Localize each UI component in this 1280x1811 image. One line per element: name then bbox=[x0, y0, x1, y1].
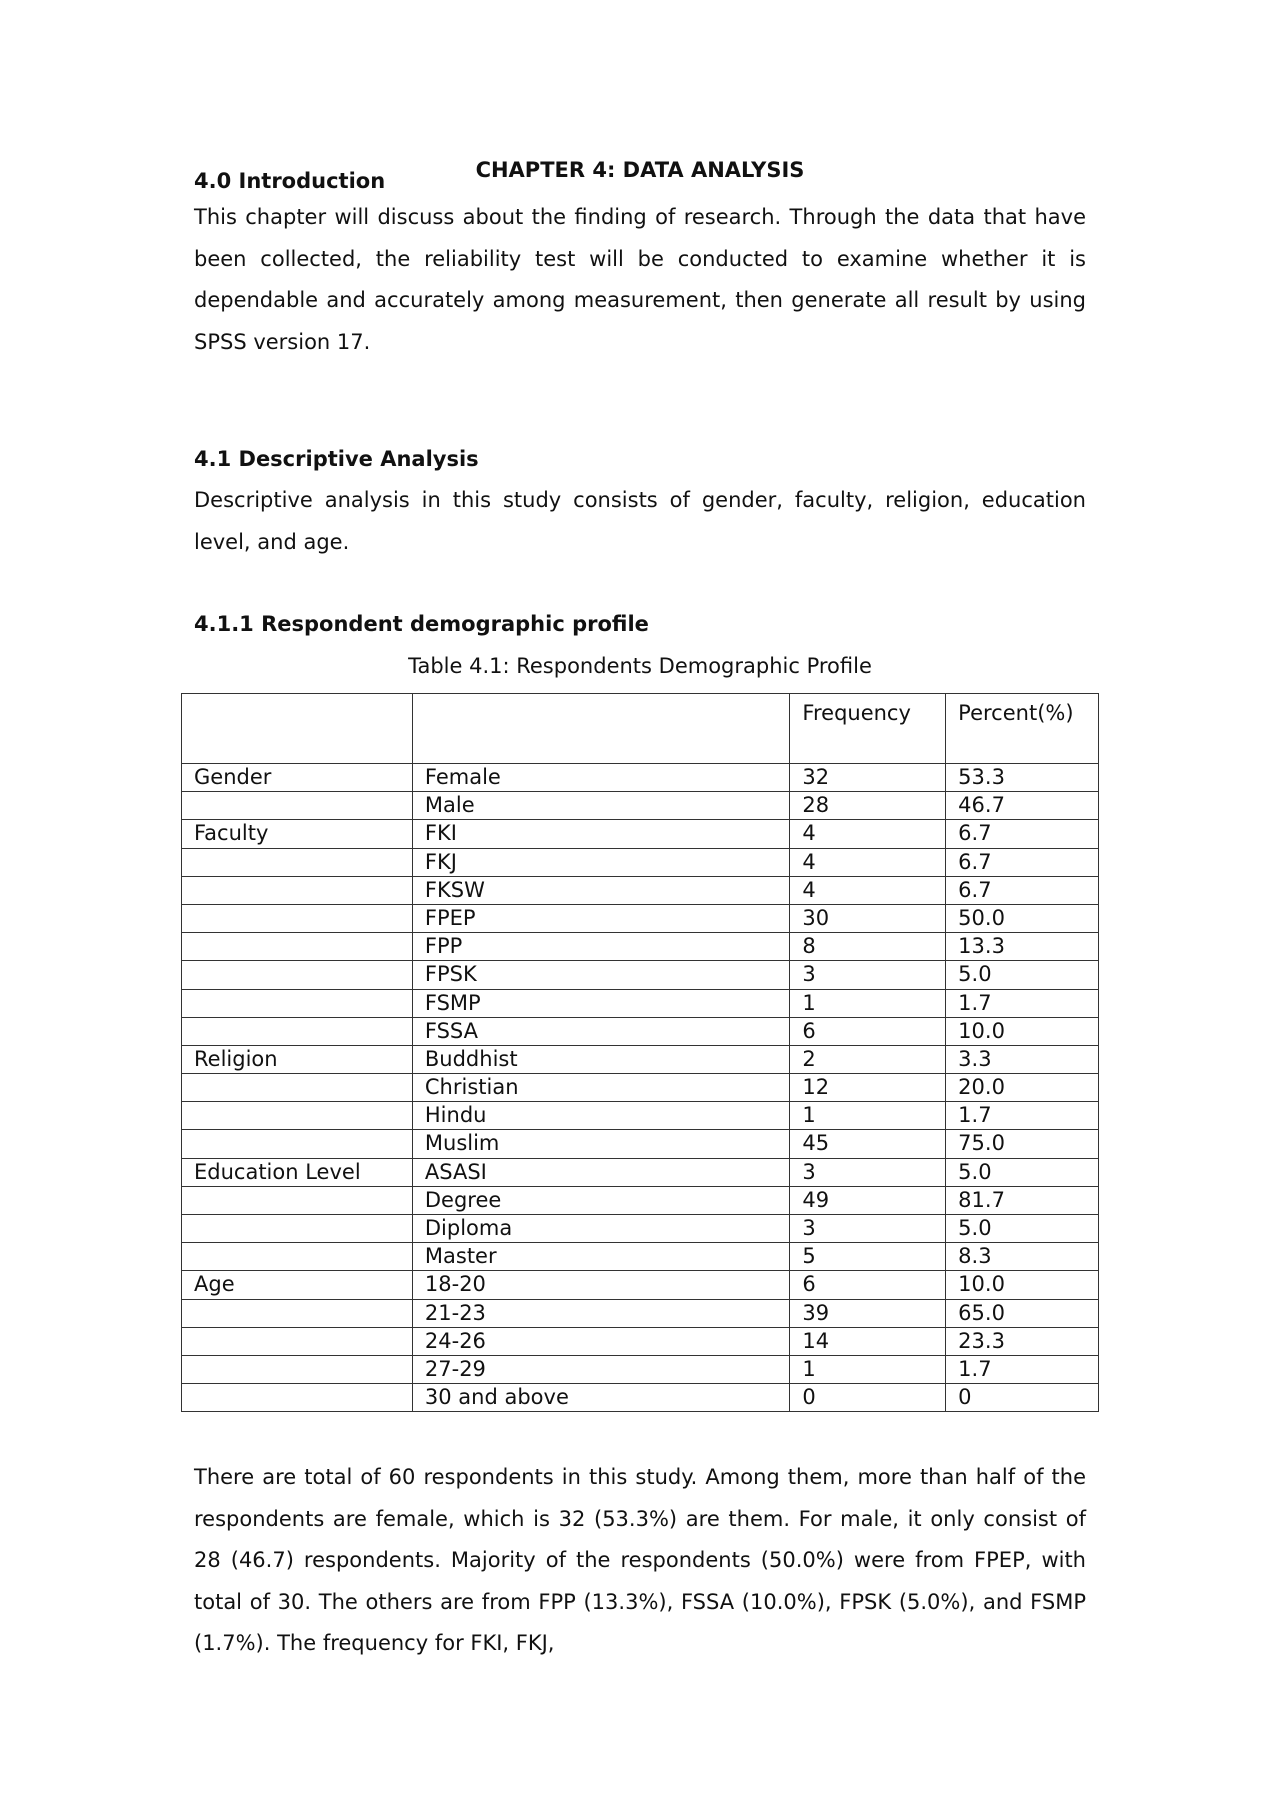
descriptive-paragraph: Descriptive analysis in this study consists of gender, faculty, religion, education level, and age. bbox=[194, 488, 1086, 554]
table-row bbox=[182, 904, 1099, 932]
cell-category: Religion bbox=[182, 1045, 413, 1073]
table-row bbox=[182, 1045, 1099, 1073]
cell-category: Gender bbox=[182, 764, 413, 792]
cell-frequency: 2 bbox=[790, 1045, 946, 1073]
table-row bbox=[182, 1186, 1099, 1214]
table-row bbox=[182, 1158, 1099, 1186]
cell-percent: 50.0 bbox=[946, 904, 1099, 932]
cell-percent: 65.0 bbox=[946, 1299, 1099, 1327]
summary-paragraph: There are total of 60 respondents in this study. Among them, more than half of the respondents are female, which is 32 (53.3%) are them. For male, it only consist of 28 (46.7) respondents. Majority of the respondents (50.0%) were from FPEP, with total of 30. The others are from FPP (13.3%), FSSA (10.0%), FPSK (5.0%), and FSMP (1.7%). The frequency for FKI, FKJ, bbox=[194, 1465, 1086, 1655]
cell-frequency: 4 bbox=[790, 820, 946, 848]
table-row bbox=[182, 1384, 1099, 1412]
cell-category bbox=[182, 1243, 413, 1271]
cell-category bbox=[182, 1130, 413, 1158]
cell-frequency: 0 bbox=[790, 1384, 946, 1412]
cell-percent: 23.3 bbox=[946, 1327, 1099, 1355]
header-frequency: Frequency bbox=[790, 694, 946, 764]
table-row bbox=[182, 876, 1099, 904]
cell-category bbox=[182, 1074, 413, 1102]
cell-frequency: 4 bbox=[790, 876, 946, 904]
cell-percent: 10.0 bbox=[946, 1017, 1099, 1045]
cell-item: Degree bbox=[412, 1186, 790, 1214]
cell-category: Education Level bbox=[182, 1158, 413, 1186]
cell-category bbox=[182, 1215, 413, 1243]
cell-percent: 75.0 bbox=[946, 1130, 1099, 1158]
cell-frequency: 14 bbox=[790, 1327, 946, 1355]
cell-frequency: 6 bbox=[790, 1271, 946, 1299]
cell-item: 18-20 bbox=[412, 1271, 790, 1299]
table-row bbox=[182, 820, 1099, 848]
cell-item: 21-23 bbox=[412, 1299, 790, 1327]
chapter-title: CHAPTER 4: DATA ANALYSIS bbox=[475, 158, 805, 182]
cell-item: FKJ bbox=[412, 848, 790, 876]
cell-frequency: 8 bbox=[790, 933, 946, 961]
cell-percent: 3.3 bbox=[946, 1045, 1099, 1073]
cell-frequency: 32 bbox=[790, 764, 946, 792]
cell-category bbox=[182, 1299, 413, 1327]
table-row bbox=[182, 1130, 1099, 1158]
cell-item: Female bbox=[412, 764, 790, 792]
table-row bbox=[182, 933, 1099, 961]
cell-category bbox=[182, 1384, 413, 1412]
cell-percent: 53.3 bbox=[946, 764, 1099, 792]
cell-item: 30 and above bbox=[412, 1384, 790, 1412]
table-row bbox=[182, 792, 1099, 820]
header-percent: Percent(%) bbox=[946, 694, 1099, 764]
cell-percent: 20.0 bbox=[946, 1074, 1099, 1102]
table-row bbox=[182, 989, 1099, 1017]
cell-item: 24-26 bbox=[412, 1327, 790, 1355]
cell-item: Buddhist bbox=[412, 1045, 790, 1073]
cell-category bbox=[182, 1102, 413, 1130]
cell-frequency: 49 bbox=[790, 1186, 946, 1214]
cell-item: Muslim bbox=[412, 1130, 790, 1158]
cell-frequency: 3 bbox=[790, 961, 946, 989]
cell-item: Christian bbox=[412, 1074, 790, 1102]
cell-frequency: 39 bbox=[790, 1299, 946, 1327]
cell-category bbox=[182, 1327, 413, 1355]
cell-category bbox=[182, 989, 413, 1017]
cell-frequency: 5 bbox=[790, 1243, 946, 1271]
cell-percent: 6.7 bbox=[946, 820, 1099, 848]
cell-item: ASASI bbox=[412, 1158, 790, 1186]
cell-item: FKI bbox=[412, 820, 790, 848]
table-row bbox=[182, 1355, 1099, 1383]
cell-percent: 5.0 bbox=[946, 1215, 1099, 1243]
cell-frequency: 3 bbox=[790, 1215, 946, 1243]
cell-frequency: 1 bbox=[790, 1355, 946, 1383]
table-caption: Table 4.1: Respondents Demographic Profile bbox=[408, 654, 872, 678]
cell-category: Faculty bbox=[182, 820, 413, 848]
cell-item: FPSK bbox=[412, 961, 790, 989]
table-row bbox=[182, 1215, 1099, 1243]
cell-frequency: 3 bbox=[790, 1158, 946, 1186]
cell-frequency: 4 bbox=[790, 848, 946, 876]
cell-item: Diploma bbox=[412, 1215, 790, 1243]
table-row bbox=[182, 1243, 1099, 1271]
cell-percent: 6.7 bbox=[946, 848, 1099, 876]
cell-percent: 6.7 bbox=[946, 876, 1099, 904]
cell-category bbox=[182, 876, 413, 904]
cell-item: FSSA bbox=[412, 1017, 790, 1045]
table-row bbox=[182, 1102, 1099, 1130]
cell-item: FSMP bbox=[412, 989, 790, 1017]
table-row bbox=[182, 1327, 1099, 1355]
cell-item: 27-29 bbox=[412, 1355, 790, 1383]
intro-heading: 4.0 Introduction bbox=[194, 169, 386, 193]
cell-percent: 1.7 bbox=[946, 1355, 1099, 1383]
cell-item: Hindu bbox=[412, 1102, 790, 1130]
cell-frequency: 1 bbox=[790, 1102, 946, 1130]
cell-item: FPP bbox=[412, 933, 790, 961]
cell-category bbox=[182, 961, 413, 989]
table-row bbox=[182, 764, 1099, 792]
cell-item: FPEP bbox=[412, 904, 790, 932]
cell-frequency: 1 bbox=[790, 989, 946, 1017]
cell-frequency: 45 bbox=[790, 1130, 946, 1158]
cell-percent: 0 bbox=[946, 1384, 1099, 1412]
cell-item: Master bbox=[412, 1243, 790, 1271]
table-row bbox=[182, 1017, 1099, 1045]
cell-category bbox=[182, 933, 413, 961]
cell-category: Age bbox=[182, 1271, 413, 1299]
descriptive-heading: 4.1 Descriptive Analysis bbox=[194, 447, 479, 471]
cell-percent: 81.7 bbox=[946, 1186, 1099, 1214]
demographic-table bbox=[181, 693, 1099, 1412]
cell-item: FKSW bbox=[412, 876, 790, 904]
table-row bbox=[182, 848, 1099, 876]
cell-category bbox=[182, 1355, 413, 1383]
table-row bbox=[182, 961, 1099, 989]
table-header-row bbox=[182, 694, 1099, 764]
intro-paragraph: This chapter will discuss about the finding of research. Through the data that have been collected, the reliability test will be conducted to examine whether it is dependable and accurately among measurement, then generate all result by using SPSS version 17. bbox=[194, 205, 1086, 354]
cell-category bbox=[182, 792, 413, 820]
header-cell bbox=[412, 694, 790, 764]
cell-category bbox=[182, 1186, 413, 1214]
cell-frequency: 12 bbox=[790, 1074, 946, 1102]
cell-percent: 10.0 bbox=[946, 1271, 1099, 1299]
cell-percent: 1.7 bbox=[946, 1102, 1099, 1130]
cell-frequency: 28 bbox=[790, 792, 946, 820]
cell-percent: 5.0 bbox=[946, 1158, 1099, 1186]
cell-percent: 8.3 bbox=[946, 1243, 1099, 1271]
table-row bbox=[182, 1074, 1099, 1102]
cell-category bbox=[182, 848, 413, 876]
cell-frequency: 6 bbox=[790, 1017, 946, 1045]
cell-category bbox=[182, 1017, 413, 1045]
cell-percent: 13.3 bbox=[946, 933, 1099, 961]
table-row bbox=[182, 1299, 1099, 1327]
cell-percent: 46.7 bbox=[946, 792, 1099, 820]
header-cell bbox=[182, 694, 413, 764]
cell-frequency: 30 bbox=[790, 904, 946, 932]
demographic-heading: 4.1.1 Respondent demographic profile bbox=[194, 612, 649, 636]
cell-item: Male bbox=[412, 792, 790, 820]
cell-category bbox=[182, 904, 413, 932]
cell-percent: 1.7 bbox=[946, 989, 1099, 1017]
table-row bbox=[182, 1271, 1099, 1299]
cell-percent: 5.0 bbox=[946, 961, 1099, 989]
